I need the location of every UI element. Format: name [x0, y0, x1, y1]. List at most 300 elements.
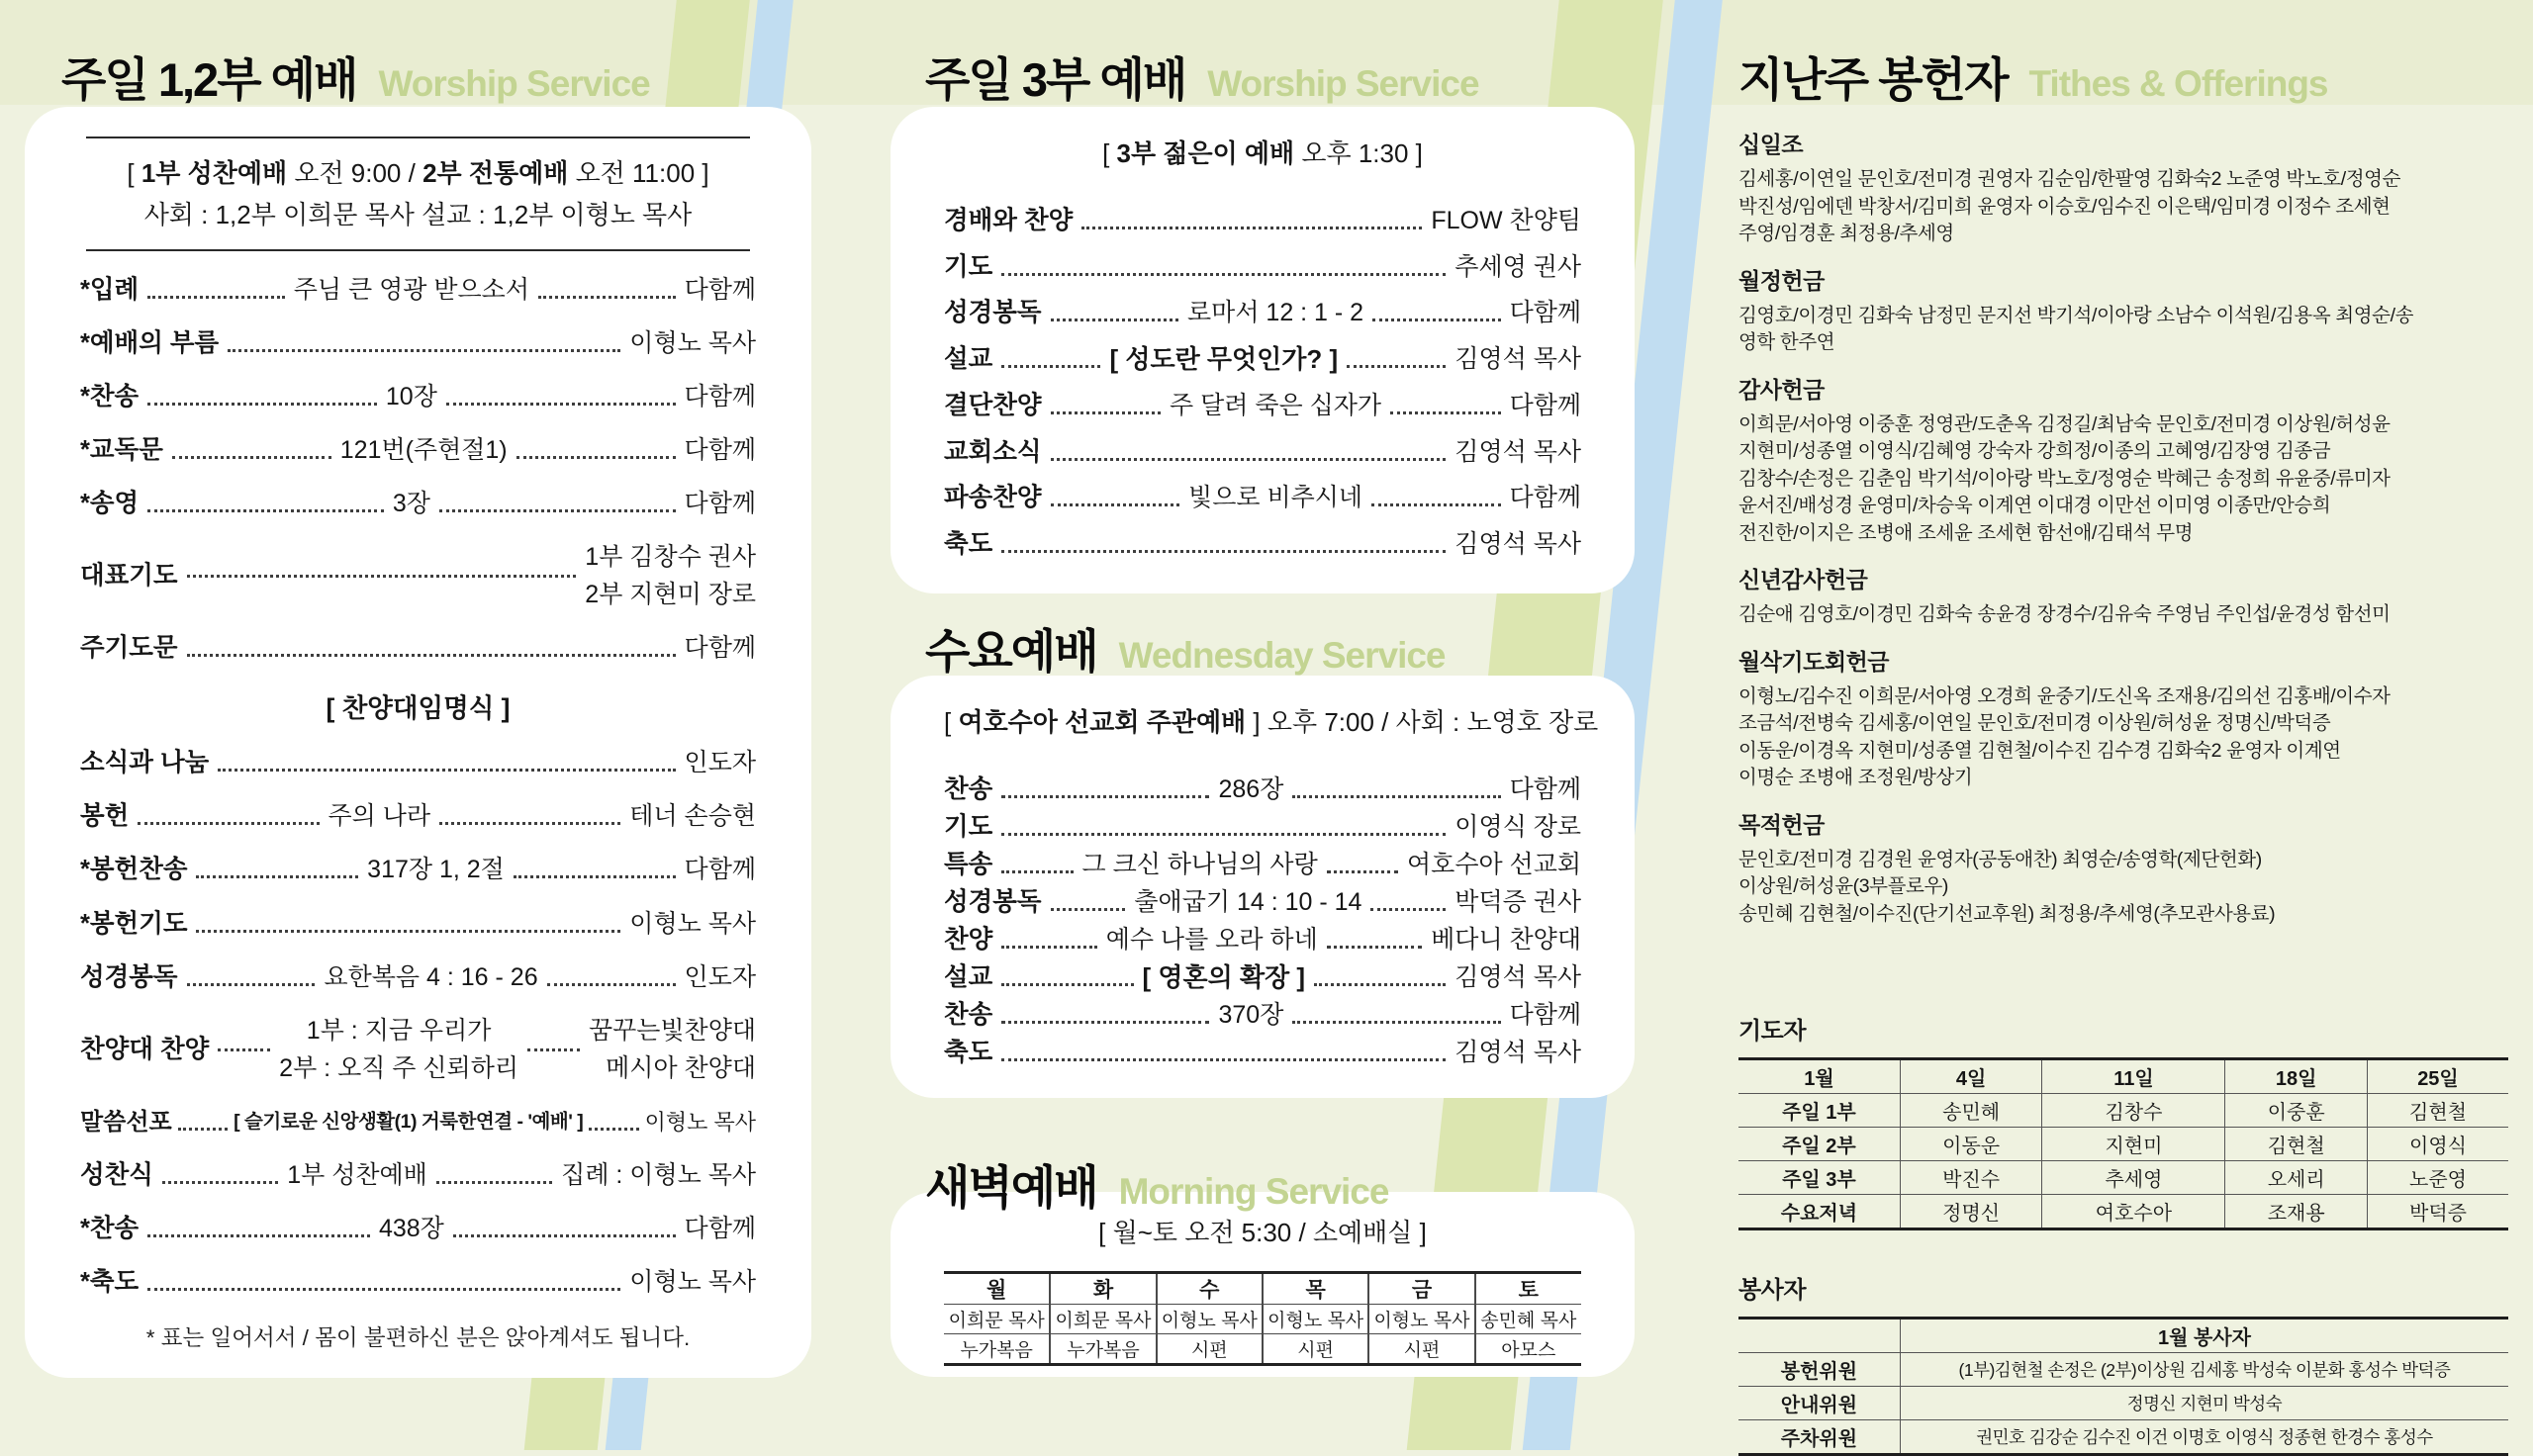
stacked-line: 2부 지현미 장로	[585, 581, 756, 609]
offering-names-line: 전진한/이지은 조병애 조세윤 조세현 함선애/김태석 무명	[1738, 521, 2194, 544]
offering-section-title: 월삭기도회헌금	[1738, 648, 1890, 675]
row-right: 김영석 목사	[1454, 963, 1581, 991]
dot-leader	[147, 509, 384, 512]
row-center: 286장	[1218, 775, 1284, 803]
row-label: 대표기도	[80, 562, 178, 591]
service-row	[80, 1160, 756, 1191]
header-english-title: Wednesday Service	[1118, 635, 1446, 676]
row-label: *교독문	[80, 436, 163, 465]
row-right: 다함께	[684, 383, 756, 411]
row-label: 설교	[944, 963, 993, 991]
service-row	[80, 542, 756, 610]
table-cell: 정명신 지현미 박성숙	[1900, 1387, 2508, 1420]
row-label: 특송	[944, 851, 993, 878]
card-worship-3	[891, 107, 1635, 593]
dot-leader	[147, 1288, 620, 1291]
row-label: 축도	[944, 529, 993, 558]
volunteers-block	[1738, 1270, 2508, 1456]
offering-section-title: 월정헌금	[1738, 267, 1825, 294]
service-row	[944, 437, 1581, 468]
header-english-title: Worship Service	[1207, 63, 1479, 104]
offering-names-line: 김세홍/이연일 문인호/전미경 권영자 김순임/한팔영 김화숙2 노준영 박노호/정영순	[1738, 168, 2401, 190]
row-center: 빛으로 비추시네	[1188, 484, 1363, 512]
row-label: 파송찬양	[944, 484, 1042, 512]
service-row	[944, 529, 1581, 560]
offering-section	[1738, 263, 2508, 357]
offering-names-line: 조금석/전병숙 김세홍/이연일 문인호/전미경 이상원/허성윤 정명신/박덕증	[1738, 712, 2331, 734]
service-time-subtitle	[944, 133, 1581, 182]
subtitle-part: 오후 1:30 ]	[1294, 138, 1423, 168]
header-offerings	[1738, 44, 2328, 110]
service-row	[80, 748, 756, 778]
dot-leader	[1372, 318, 1500, 321]
service-row	[944, 1000, 1581, 1031]
offering-names-line: 윤서진/배성경 윤영미/차승욱 이계연 이대경 이만선 이미영 이종만/안승희	[1738, 495, 2331, 516]
row-right: 이형노 목사	[629, 1267, 756, 1296]
dot-leader	[1001, 1021, 1209, 1024]
row-right: 인도자	[684, 962, 756, 991]
row-label: 찬양	[944, 926, 993, 954]
table-row	[1738, 1387, 2508, 1420]
row-center: 예수 나를 오라 하네	[1105, 926, 1318, 954]
table-row	[1738, 1420, 2508, 1455]
header-morning	[925, 1151, 1388, 1218]
offering-section-title: 목적헌금	[1738, 811, 1825, 838]
header-korean-title: 새벽예배	[925, 1161, 1097, 1214]
table-cell: 송민혜 목사	[1475, 1305, 1581, 1334]
service-row	[80, 909, 756, 940]
table-cell: 김현철	[2367, 1094, 2508, 1128]
table-row	[1738, 1195, 2508, 1229]
row-center: 출애굽기 14 : 10 - 14	[1134, 888, 1362, 916]
row-right: 베다니 찬양대	[1431, 926, 1581, 954]
dot-leader	[196, 875, 358, 878]
volunteers-table-slot	[1738, 1317, 2508, 1456]
table-cell: 주일 2부	[1738, 1128, 1900, 1161]
row-label: 찬송	[944, 1001, 993, 1029]
table-cell: 박진수	[1900, 1161, 2042, 1195]
row-right: 집례 : 이형노 목사	[561, 1160, 757, 1189]
offering-section	[1738, 127, 2508, 248]
table-cell: 김창수	[2042, 1094, 2225, 1128]
header-worship-3	[925, 44, 1479, 110]
dot-leader	[162, 1181, 278, 1184]
table-cell: 지현미	[2042, 1128, 2225, 1161]
subtitle-part: [	[944, 707, 959, 737]
stacked-text	[585, 542, 756, 610]
table-cell: 주일 3부	[1738, 1161, 1900, 1195]
offering-names-line: 영학 한주연	[1738, 331, 1835, 353]
dot-leader	[1051, 908, 1126, 911]
header-korean-title: 주일 1,2부 예배	[61, 53, 357, 106]
table-cell: 이형노 목사	[1157, 1305, 1263, 1334]
service-row	[80, 1267, 756, 1298]
row-center: 주님 큰 영광 받으소서	[293, 276, 529, 304]
dot-leader	[228, 349, 620, 352]
dot-leader	[436, 1181, 552, 1184]
table-row	[1738, 1128, 2508, 1161]
row-label: *예배의 부름	[80, 329, 220, 358]
table-cell: 안내위원	[1738, 1387, 1900, 1420]
row-label: *입례	[80, 276, 140, 304]
row-label: *축도	[80, 1267, 140, 1296]
ceremony-heading: [ 찬양대임명식 ]	[326, 693, 511, 724]
table-cell: 1월	[1804, 1068, 1834, 1090]
service-row	[80, 633, 756, 664]
dot-leader	[147, 403, 377, 406]
prayer-leaders-table-slot	[1738, 1057, 2508, 1230]
table-cell: 김현철	[2225, 1128, 2368, 1161]
service-row	[944, 1038, 1581, 1068]
subtitle-part: [ 월~토 오전 5:30 / 소예배실 ]	[1098, 1218, 1427, 1247]
dot-leader	[1001, 795, 1209, 798]
dot-leader	[1051, 458, 1447, 461]
row-right: 이형노 목사	[629, 909, 756, 938]
row-label: 기도	[944, 813, 993, 841]
service-row	[944, 812, 1581, 843]
row-right: 김영석 목사	[1454, 437, 1581, 466]
subtitle-part: 오전 9:00 /	[287, 158, 423, 188]
table-cell: (1부)김현철 손정은 (2부)이상원 김세홍 박성숙 이분화 홍성수 박덕증	[1900, 1353, 2508, 1387]
table-cell: 추세영	[2042, 1161, 2225, 1195]
dot-leader	[1314, 983, 1446, 986]
offering-section-title: 십일조	[1738, 132, 1804, 157]
dot-leader	[1081, 227, 1422, 229]
dot-leader	[1001, 365, 1100, 368]
service-row	[80, 275, 756, 306]
offering-names-line: 주영/임경훈 최정용/추세영	[1738, 223, 1954, 244]
table-cell: 박덕증	[2367, 1195, 2508, 1229]
offering-section	[1738, 372, 2508, 548]
subtitle-part: [	[127, 158, 141, 188]
service-row	[80, 801, 756, 832]
table-cell: 이희문 목사	[944, 1305, 1050, 1334]
offering-section	[1738, 807, 2508, 929]
row-right: 다함께	[1509, 484, 1581, 512]
service-time-subtitle	[944, 1212, 1581, 1261]
table-cell: 목	[1263, 1273, 1368, 1305]
row-right: 다함께	[684, 436, 756, 465]
service-row	[80, 1214, 756, 1244]
row-label: 소식과 나눔	[80, 749, 210, 777]
offering-section-title: 신년감사헌금	[1738, 567, 1868, 592]
service-row	[80, 328, 756, 359]
dot-leader	[446, 403, 676, 406]
table-cell	[1738, 1319, 1900, 1353]
row-right: 김영석 목사	[1454, 345, 1582, 374]
service-row	[80, 435, 756, 466]
dot-leader	[514, 875, 676, 878]
table-cell: 이형노 목사	[1263, 1305, 1368, 1334]
table-row	[1738, 1161, 2508, 1195]
dot-leader	[187, 575, 577, 578]
row-center: 주의 나라	[328, 802, 431, 831]
row-center: 438장	[378, 1214, 444, 1242]
row-label: 성찬식	[80, 1160, 153, 1189]
table-row	[944, 1273, 1581, 1305]
dot-leader	[1001, 870, 1073, 873]
row-center: 3장	[392, 490, 430, 518]
stacked-line: 1부 : 지금 우리가	[306, 1016, 492, 1045]
service-row	[80, 855, 756, 885]
table-cell: 시편	[1157, 1334, 1263, 1365]
header-english-title: Morning Service	[1118, 1171, 1389, 1212]
row-right: 여호수아 선교회	[1407, 851, 1582, 878]
table-cell: 시편	[1368, 1334, 1474, 1365]
row-label: 기도	[944, 252, 993, 281]
row-center: 요한복음 4 : 16 - 26	[324, 962, 538, 991]
subtitle-line2: 사회 : 1,2부 이희문 목사 설교 : 1,2부 이형노 목사	[143, 200, 693, 229]
subtitle-part: 1부 성찬예배	[141, 158, 288, 188]
row-center: 로마서 12 : 1 - 2	[1187, 299, 1364, 327]
row-center: 370장	[1218, 1001, 1284, 1029]
table-row	[1738, 1059, 2508, 1094]
row-right: 이형노 목사	[644, 1109, 756, 1135]
row-center: [ 슬기로운 신앙생활(1) 거룩한연결 - '예배' ]	[234, 1110, 584, 1133]
table-cell: 권민호 김강순 김수진 이건 이명호 이영식 정종현 한경수 홍성수	[1900, 1420, 2508, 1455]
card-morning	[891, 1192, 1635, 1377]
offering-section-title: 감사헌금	[1738, 376, 1825, 403]
row-right: 이영식 장로	[1454, 813, 1581, 841]
stacked-line: 2부 : 오직 주 신뢰하리	[279, 1053, 519, 1082]
dot-leader	[172, 456, 331, 459]
service-row	[944, 774, 1581, 805]
table-row	[1738, 1319, 2508, 1353]
offerings-column	[1738, 127, 2508, 1456]
table-cell: 수요저녁	[1738, 1195, 1900, 1229]
service-row	[944, 206, 1581, 236]
service-time-subtitle	[944, 701, 1599, 751]
dot-leader	[1370, 908, 1446, 911]
table-cell: 노준영	[2367, 1161, 2508, 1195]
service-row	[80, 1016, 756, 1084]
volunteers-table	[1738, 1317, 2508, 1456]
service-row	[944, 252, 1581, 283]
offering-names-line: 문인호/전미경 김경원 윤영자(공동애찬) 최영순/송영학(제단헌화)	[1738, 848, 2262, 870]
dot-leader	[1051, 503, 1180, 506]
offering-section	[1738, 562, 2508, 629]
subtitle-part: 2부 전통예배	[422, 158, 569, 188]
subtitle-part: ] 오후 7:00 / 사회 : 노영호 장로	[1246, 707, 1599, 737]
header-wednesday	[925, 615, 1446, 682]
offering-names-line: 지현미/성종열 이영식/김혜영 강숙자 강희정/이종의 고혜영/김장영 김종금	[1738, 440, 2331, 462]
offering-names-line: 이명순 조병애 조정원/방상기	[1738, 767, 1973, 788]
row-center: [ 영혼의 확장 ]	[1142, 962, 1306, 992]
dot-leader	[1001, 273, 1446, 276]
row-right: 다함께	[1509, 391, 1582, 419]
row-right: FLOW 찬양팀	[1431, 207, 1581, 234]
table-cell: 이동운	[1900, 1128, 2042, 1161]
row-label: *봉헌기도	[80, 909, 188, 938]
dot-leader	[1051, 318, 1178, 321]
table-body	[1738, 1319, 2508, 1455]
row-right: 박덕증 권사	[1454, 888, 1581, 916]
row-label: 설교	[944, 345, 993, 374]
dot-leader	[1001, 550, 1446, 553]
table-cell: 정명신	[1900, 1195, 2042, 1229]
table-cell: 주차위원	[1738, 1420, 1900, 1455]
offering-sections	[1738, 127, 2508, 928]
row-label: 주기도문	[80, 634, 178, 663]
service-row	[944, 962, 1581, 993]
dot-leader	[1001, 983, 1133, 986]
table-cell: 이형노 목사	[1368, 1305, 1474, 1334]
row-center: 121번(주현절1)	[339, 436, 508, 465]
table-cell: 화	[1050, 1273, 1156, 1305]
table-cell: 18일	[2225, 1059, 2368, 1094]
row-right: 테너 손승현	[629, 802, 756, 831]
row-label: *봉헌찬송	[80, 856, 188, 884]
offering-names-line: 이형노/김수진 이희문/서아영 오경희 윤중기/도신옥 조재용/김의선 김홍배/이수자	[1738, 684, 2391, 707]
order-of-service	[944, 751, 1581, 1068]
dot-leader	[218, 769, 675, 772]
subtitle-part: 오전 11:00 ]	[568, 158, 709, 188]
table-cell: 송민혜	[1900, 1094, 2042, 1128]
dot-leader	[538, 296, 676, 299]
row-label: 결단찬양	[944, 391, 1042, 419]
table-cell: 25일	[2367, 1059, 2508, 1094]
row-right: 김영석 목사	[1454, 529, 1581, 558]
dot-leader	[1390, 411, 1500, 414]
row-right: 다함께	[684, 856, 756, 884]
prayer-leaders-title: 기도자	[1738, 1018, 1807, 1045]
table-row	[944, 1334, 1581, 1365]
table-body	[1738, 1059, 2508, 1229]
table-cell: 누가복음	[1050, 1334, 1156, 1365]
row-label: *찬송	[80, 383, 140, 411]
dot-leader	[218, 1048, 270, 1051]
row-right: 다함께	[1509, 299, 1582, 327]
row-center: 10장	[385, 383, 437, 411]
row-right: 다함께	[684, 490, 756, 518]
dot-leader	[1001, 946, 1096, 949]
stacked-text	[279, 1016, 518, 1084]
table-cell: 이영식	[2367, 1128, 2508, 1161]
header-korean-title: 지난주 봉헌자	[1738, 53, 2008, 106]
offering-names-line: 김순애 김영호/이경민 김화숙 송윤경 장경수/김유숙 주영님 주인섭/윤경성 함선미	[1738, 603, 2391, 625]
dot-leader	[1292, 1021, 1500, 1024]
table-cell: 여호수아	[2042, 1195, 2225, 1229]
subtitle-part: 여호수아 선교회 주관예배	[958, 707, 1247, 737]
dot-leader	[1327, 946, 1422, 949]
dot-leader	[516, 456, 676, 459]
service-row	[80, 382, 756, 412]
table-row	[1738, 1353, 2508, 1387]
service-row	[944, 344, 1581, 375]
dot-leader	[1001, 1058, 1446, 1061]
dot-leader	[439, 509, 676, 512]
dot-leader	[1371, 503, 1501, 506]
table-body	[944, 1273, 1581, 1365]
service-row	[80, 962, 756, 993]
table-cell: 수	[1157, 1273, 1263, 1305]
offering-section	[1738, 644, 2508, 792]
table-cell: 1월 봉사자	[1900, 1319, 2508, 1353]
offering-names-line: 이희문/서아영 이중훈 정영관/도춘옥 김정길/최남숙 문인호/전미경 이상원/허성윤	[1738, 412, 2391, 435]
table-cell: 아모스	[1475, 1334, 1581, 1365]
row-center: 317장 1, 2절	[367, 856, 505, 884]
offering-names-line: 이동운/이경옥 지현미/성종열 김현철/이수진 김수경 김화숙2 윤영자 이계연	[1738, 739, 2341, 762]
service-row	[944, 925, 1581, 956]
row-label: *송영	[80, 490, 140, 518]
row-label: 성경봉독	[944, 299, 1042, 327]
row-right: 김영석 목사	[1454, 1039, 1581, 1066]
row-label: 성경봉독	[80, 962, 178, 991]
service-row	[944, 850, 1581, 880]
subtitle-line1	[80, 152, 756, 194]
dot-leader	[138, 822, 319, 825]
row-label: 성경봉독	[944, 888, 1042, 916]
card-worship-12	[25, 107, 811, 1378]
dot-leader	[1001, 833, 1446, 836]
dot-leader	[547, 983, 676, 986]
offering-names-line: 김영호/이경민 김화숙 남정민 문지선 박기석/이아랑 소남수 이석원/김용옥 최영순/송	[1738, 304, 2414, 326]
subtitle-part: 3부 젊은이 예배	[1116, 138, 1295, 168]
stacked-line: 1부 김창수 권사	[585, 543, 756, 572]
morning-schedule-table-slot	[944, 1261, 1581, 1366]
table-cell: 봉헌위원	[1738, 1353, 1900, 1387]
dot-leader	[1051, 411, 1161, 414]
service-row	[944, 483, 1581, 513]
row-center: 그 크신 하나님의 사랑	[1081, 851, 1318, 878]
row-right: 다함께	[684, 634, 756, 663]
dot-leader	[147, 296, 285, 299]
dot-leader	[187, 654, 676, 657]
header-korean-title: 수요예배	[925, 625, 1097, 678]
table-cell: 조재용	[2225, 1195, 2368, 1229]
row-label: 경배와 찬양	[944, 207, 1074, 234]
table-cell: 시편	[1263, 1334, 1368, 1365]
service-row	[944, 391, 1581, 421]
offering-names-line: 이상원/허성윤(3부플로우)	[1738, 875, 1949, 897]
header-korean-title: 주일 3부 예배	[925, 53, 1186, 106]
standing-footnote: * 표는 일어서서 / 몸이 불편하신 분은 앉아계셔도 됩니다.	[145, 1324, 691, 1350]
table-row	[944, 1305, 1581, 1334]
order-of-service	[944, 182, 1581, 560]
table-cell: 이희문 목사	[1050, 1305, 1156, 1334]
subtitle-part: [	[1102, 138, 1117, 168]
service-row	[944, 298, 1581, 328]
stacked-text	[589, 1016, 756, 1084]
dot-leader	[147, 1234, 370, 1237]
row-right: 인도자	[684, 749, 756, 777]
offering-names-line: 송민혜 김현철/이수진(단기선교후원) 최정용/추세영(추모관사용료)	[1738, 902, 2276, 925]
dot-leader	[527, 1048, 580, 1051]
table-cell: 이중훈	[2225, 1094, 2368, 1128]
row-label: 말씀선포	[80, 1108, 172, 1136]
header-english-title: Tithes & Offerings	[2028, 63, 2328, 104]
offering-names-line: 박진성/임에덴 박창서/김미희 윤영자 이승호/임수진 이은택/임미경 이정수 조세현	[1738, 195, 2391, 218]
card-wednesday	[891, 676, 1635, 1098]
service-row	[80, 489, 756, 519]
dot-leader	[187, 983, 316, 986]
row-label: 찬양대 찬양	[80, 1035, 210, 1063]
row-right: 다함께	[684, 276, 757, 304]
stacked-line: 메시아 찬양대	[606, 1053, 756, 1082]
table-cell: 11일	[2042, 1059, 2225, 1094]
row-right: 다함께	[1509, 775, 1582, 803]
stacked-line: 꿈꾸는빛찬양대	[588, 1016, 756, 1045]
volunteers-title: 봉사자	[1738, 1277, 1807, 1304]
morning-schedule-table	[944, 1271, 1581, 1366]
dot-leader	[439, 822, 620, 825]
row-right: 다함께	[684, 1214, 756, 1242]
dot-leader	[196, 930, 620, 933]
row-label: 봉헌	[80, 802, 130, 831]
row-label: 교회소식	[944, 437, 1042, 466]
table-cell: 토	[1475, 1273, 1581, 1305]
row-right: 추세영 권사	[1454, 252, 1581, 281]
